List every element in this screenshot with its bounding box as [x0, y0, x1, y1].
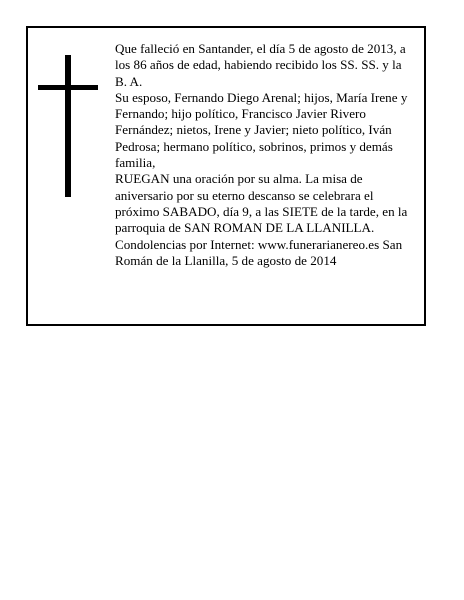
notice-line: Román de la Llanilla, 5 de agosto de 2014: [115, 252, 337, 268]
notice-line: B. A.: [115, 73, 143, 89]
obituary-notice: [26, 26, 426, 326]
cross-horizontal-bar: [38, 85, 98, 90]
notice-line: los 86 años de edad, habiendo recibido los SS. SS. y la: [115, 57, 402, 73]
notice-line: familia,: [115, 155, 156, 171]
notice-line: próximo SABADO, día 9, a las SIETE de la tarde, en la: [115, 203, 408, 219]
notice-line: Fernando; hijo político, Francisco Javier Rivero: [115, 106, 366, 122]
notice-line: RUEGAN una oración por su alma. La misa de: [115, 171, 363, 187]
cross-vertical-bar: [65, 55, 71, 197]
notice-line: Condolencias por Internet: www.funerarianereo.es San: [115, 236, 403, 252]
notice-line: parroquia de SAN ROMAN DE LA LLANILLA.: [115, 220, 375, 236]
notice-line: Su esposo, Fernando Diego Arenal; hijos, María Irene y: [115, 89, 408, 105]
cross-icon: [38, 55, 98, 197]
notice-line: Fernández; nietos, Irene y Javier; nieto político, Iván: [115, 122, 392, 138]
notice-line: Pedrosa; hermano político, sobrinos, primos y demás: [115, 138, 393, 154]
notice-line: aniversario por su eterno descanso se celebrara el: [115, 187, 374, 203]
notice-text: [115, 41, 423, 269]
notice-line: Que falleció en Santander, el día 5 de agosto de 2013, a: [115, 41, 406, 56]
